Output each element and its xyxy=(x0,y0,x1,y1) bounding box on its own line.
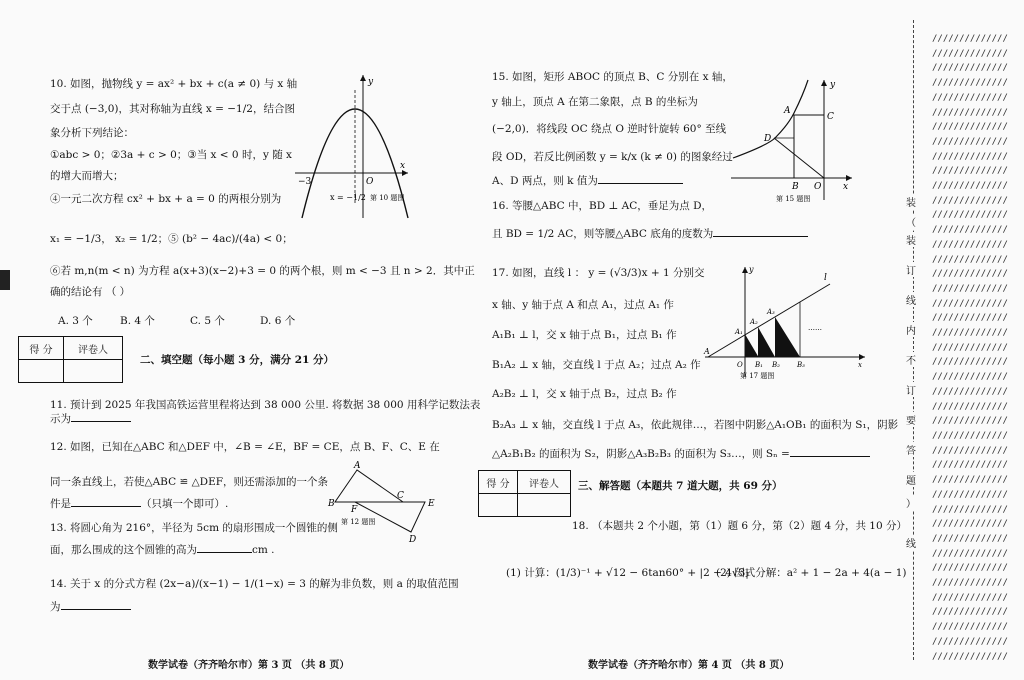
q12-line2: 同一条直线上，若使△ABC ≌ △DEF，则还需添加的一个条 xyxy=(50,476,329,488)
fig15-b: B xyxy=(792,182,799,192)
q10-line8: ⑥若 m,n(m < n) 为方程 a(x+3)(x−2)+3 = 0 的两个根，则 m < −3 且 n > 2．其中正 xyxy=(50,265,475,277)
fig17-o: O xyxy=(737,361,743,369)
figure-17-staircase xyxy=(700,262,870,382)
q10-choice-b: B. 4 个 xyxy=(120,315,155,327)
binding-char: 内 xyxy=(906,322,916,337)
q10-line6: ④一元二次方程 cx² + bx + a = 0 的两根分别为 xyxy=(50,193,282,205)
binding-hatch-pattern: ////////////// ////////////// ////////////// ////////////// ////////////// ////////////// ////////////// ////////////// ////////////// ////////////// ////////////// ////////////// ////////////// ////////////// ////////////// ////////////// ////////////// ////////////// ////////////// ////////////// ////////////// ////////////// ////////////// ////////////// ////////////// ////////////// ////////////// ////////////// ////////////// ////////////// ////////////// ////////////// ////////////// ////////////// ////////////// ////////////// ////////////// ////////////// ////////////// ////////////// ////////////// ////////////// ////////////// xyxy=(932,34,1008,662)
fig12-e: E xyxy=(428,499,435,509)
score-label: 得 分 xyxy=(19,337,64,360)
binding-char: 要 xyxy=(906,412,916,427)
fig17-l: l xyxy=(824,273,827,283)
grader-label-right: 评卷人 xyxy=(518,471,571,494)
q14-line1: 14. 关于 x 的分式方程 (2x−a)/(x−1) − 1/(1−x) = 3 的解为非负数，则 a 的取值范围 xyxy=(50,578,459,590)
fig15-x: x xyxy=(843,182,849,192)
q17-line1: 17. 如图，直线 l ： y = (√3/3)x + 1 分别交 xyxy=(492,267,705,279)
fig17-b2: B₂ xyxy=(772,361,780,369)
fig17-a3: A₃ xyxy=(767,308,775,316)
score-table-right xyxy=(478,470,571,517)
score-table-left xyxy=(18,336,123,383)
q10-choice-c: C. 5 个 xyxy=(190,315,225,327)
q17-line3: A₁B₁ ⊥ l，交 x 轴于点 B₁，过点 B₁ 作 xyxy=(492,329,677,341)
fig17-y: y xyxy=(749,265,754,274)
binding-char: 装 xyxy=(906,232,916,247)
fig17-a: A xyxy=(704,347,710,356)
q12-line1: 12. 如图，已知在△ABC 和△DEF 中，∠B = ∠E，BF = CE，点 B、F、C、E 在 xyxy=(50,441,440,453)
fig12-caption: 第 12 题图 xyxy=(341,518,376,526)
fig12-b: B xyxy=(328,499,335,509)
binding-char: 线 xyxy=(906,292,916,307)
q10-line3: 象分析下列结论： xyxy=(50,127,134,139)
q17-line7: △A₂B₁B₂ 的面积为 S₂，阴影△A₃B₂B₃ 的面积为 S₃…，则 Sₙ = xyxy=(492,447,870,461)
score-cell-right xyxy=(479,494,518,517)
section-3-heading: 三、解答题（本题共 7 道大题，共 69 分） xyxy=(578,480,783,492)
fig17-a1: A₁ xyxy=(735,328,743,336)
page-edge-mark xyxy=(0,270,10,290)
fig15-y: y xyxy=(830,80,836,90)
fig17-x: x xyxy=(858,361,862,369)
q10-line9: 确的结论有 （ ） xyxy=(50,286,131,298)
q11-line1: 11. 预计到 2025 年我国高铁运营里程将达到 38 000 公里. 将数据 38 000 用科学记数法表 xyxy=(50,399,481,411)
figure-12-triangles xyxy=(325,460,445,545)
q16-line1: 16. 等腰△ABC 中，BD ⊥ AC，垂足为点 D， xyxy=(492,200,713,212)
binding-char: 线 xyxy=(906,535,916,550)
q17-line6: B₂A₃ ⊥ x 轴，交直线 l 于点 A₃，依此规律…，若图中阴影△A₁OB₁ 的面积为 S₁，阴影 xyxy=(492,419,899,431)
q11-line2: 示为 xyxy=(50,412,131,426)
fig15-caption: 第 15 题图 xyxy=(776,195,811,203)
fig15-d: D xyxy=(764,134,772,144)
q18-part1: (1) 计算：(1/3)⁻¹ + √12 − 6tan60° + |2 − 4√3| xyxy=(506,567,749,579)
q18-part2: (2) 因式分解：a² + 1 − 2a + 4(a − 1) xyxy=(716,567,907,579)
q10-line7: x₁ = −1/3， x₂ = 1/2；⑤ (b² − 4ac)/(4a) < 0； xyxy=(50,233,293,245)
fig12-f: F xyxy=(351,505,358,515)
binding-char: （ xyxy=(906,214,916,229)
q13-line1: 13. 将圆心角为 216°，半径为 5cm 的扇形围成一个圆锥的侧 xyxy=(50,522,338,534)
q17-line4: B₁A₂ ⊥ x 轴，交直线 l 于点 A₂；过点 A₂ 作 xyxy=(492,359,701,371)
binding-char: ） xyxy=(906,495,916,510)
q13-line2: 面，那么围成的这个圆锥的高为 cm . xyxy=(50,544,275,556)
q17-line5: A₂B₂ ⊥ l，交 x 轴于点 B₂，过点 B₂ 作 xyxy=(492,388,677,400)
footer-right: 数学试卷（齐齐哈尔市）第 4 页 （共 8 页） xyxy=(588,660,790,671)
fig10-neg3-label: −3 xyxy=(298,177,312,187)
fig10-y-label: y xyxy=(368,77,374,87)
q10-line1: 10. 如图，抛物线 y = ax² + bx + c(a ≠ 0) 与 x 轴 xyxy=(50,78,298,90)
q15-line1: 15. 如图，矩形 ABOC 的顶点 B、C 分别在 x 轴， xyxy=(492,71,733,83)
fig17-a2: A₂ xyxy=(750,318,758,326)
fig10-axis-label: x = −1/2 xyxy=(330,193,366,202)
grader-cell-right xyxy=(518,494,571,517)
fig17-dots: …… xyxy=(808,324,822,332)
fig17-b3: B₃ xyxy=(797,361,805,369)
binding-char: 答 xyxy=(906,442,916,457)
q10-line5: 的增大而增大； xyxy=(50,170,124,182)
q10-choice-d: D. 6 个 xyxy=(260,315,296,327)
q15-line4: 段 OD，若反比例函数 y = k/x (k ≠ 0) 的图象经过 xyxy=(492,151,733,163)
binding-char: 题 xyxy=(906,472,916,487)
binding-dashed-line xyxy=(913,20,914,660)
section-2-heading: 二、填空题（每小题 3 分，满分 21 分） xyxy=(140,354,335,366)
fig12-d: D xyxy=(409,535,417,545)
q16-line2: 且 BD = 1/2 AC，则等腰△ABC 底角的度数为 xyxy=(492,227,808,241)
fig10-caption: 第 10 题图 xyxy=(370,194,405,202)
q10-line4: ①abc > 0；②3a + c > 0；③当 x < 0 时，y 随 x xyxy=(50,149,292,161)
score-cell xyxy=(19,360,64,383)
fig17-b1: B₁ xyxy=(755,361,763,369)
fig15-o: O xyxy=(814,182,822,192)
fig12-c: C xyxy=(397,491,404,501)
fig15-a: A xyxy=(784,106,791,116)
q14-line2: 为 xyxy=(50,600,131,614)
fig15-c: C xyxy=(827,112,834,122)
binding-char: 不 xyxy=(906,352,916,367)
binding-char: 订 xyxy=(906,262,916,277)
grader-cell xyxy=(64,360,123,383)
binding-char: 装 xyxy=(906,194,916,209)
q15-line2: y 轴上，顶点 A 在第二象限，点 B 的坐标为 xyxy=(492,96,698,108)
q17-line2: x 轴、y 轴于点 A 和点 A₁，过点 A₁ 作 xyxy=(492,299,674,311)
fig10-origin-label: O xyxy=(366,177,374,187)
q12-line3: 件是 （只填一个即可）. xyxy=(50,498,229,510)
binding-char: 订 xyxy=(906,382,916,397)
grader-label: 评卷人 xyxy=(64,337,123,360)
q15-line5: A、D 两点，则 k 值为 xyxy=(492,174,683,188)
q18-line1: 18. （本题共 2 个小题，第（1）题 6 分，第（2）题 4 分，共 10 分） xyxy=(572,520,907,532)
score-label-right: 得 分 xyxy=(479,471,518,494)
q10-line2: 交于点 (−3,0)，其对称轴为直线 x = −1/2，结合图 xyxy=(50,103,295,115)
fig17-caption: 第 17 题图 xyxy=(740,372,775,380)
left-page xyxy=(0,0,481,680)
fig10-x-label: x xyxy=(400,161,406,171)
q10-choice-a: A. 3 个 xyxy=(58,315,93,327)
right-page xyxy=(478,0,907,680)
figure-10-parabola xyxy=(290,70,410,220)
q15-line3: (−2,0)．将线段 OC 绕点 O 逆时针旋转 60° 至线 xyxy=(492,123,727,135)
footer-left: 数学试卷（齐齐哈尔市）第 3 页 （共 8 页） xyxy=(148,660,350,671)
figure-15-rectangle xyxy=(728,75,858,205)
fig12-a: A xyxy=(354,461,361,471)
